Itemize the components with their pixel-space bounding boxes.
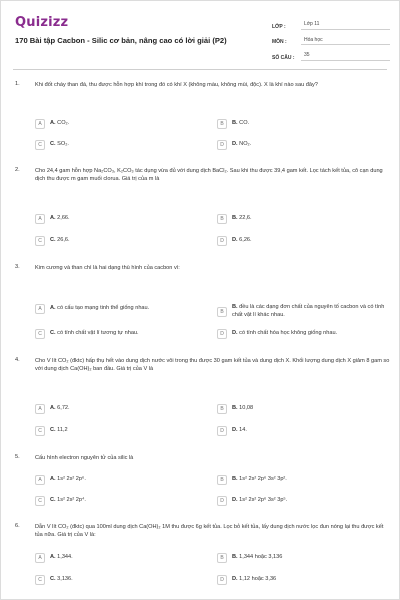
option-b[interactable] [217, 553, 282, 563]
quizizz-logo: Quizizz [15, 15, 69, 30]
option-d[interactable] [217, 140, 251, 150]
meta-label: MÔN : [272, 39, 287, 45]
option-b[interactable] [217, 304, 393, 319]
option-key: B [217, 307, 227, 317]
option-b[interactable] [217, 475, 287, 485]
option-c[interactable] [35, 575, 73, 585]
question-text: Cho V lít CO₂ (đktc) hấp thụ hết vào dung dịch nước vôi trong thu được 30 gam kết tủa và dung dịch X. Khối lượng dung dịch X giảm 8 gam so với dung dịch Ca(OH)₂ ban đầu. Giá trị của V là [35, 358, 390, 373]
option-a[interactable] [35, 475, 86, 485]
option-a[interactable] [35, 553, 73, 563]
question-text: Cho 24,4 gam hỗn hợp Na₂CO₃, K₂CO₃ tác dụng vừa đủ với dung dịch BaCl₂. Sau khi thu được 39,4 gam kết. Lọc tách kết tủa, cô cạn dung dịch thu được m gam muối clorua. Giá trị của m là [35, 168, 383, 183]
meta-row-class [272, 14, 390, 30]
option-c[interactable] [35, 140, 69, 150]
meta-label: LỚP : [272, 23, 286, 30]
option-key: C [35, 426, 45, 436]
option-c[interactable] [35, 496, 86, 506]
question-number: 4. [15, 357, 20, 363]
option-text: A. 1s² 2s² 2p⁶. [50, 476, 86, 483]
option-text: C. SO₂. [50, 141, 69, 148]
option-a[interactable] [35, 304, 149, 314]
option-text: D. NO₂. [232, 141, 252, 148]
option-key: C [35, 575, 45, 585]
option-key: B [217, 214, 227, 224]
option-key: D [217, 329, 227, 339]
option-text: B. 22,6. [232, 215, 252, 222]
option-d[interactable] [217, 575, 276, 585]
option-text: B. đều là các dạng đơn chất của nguyên tố cacbon và có tính chất vật lí khác nhau. [232, 304, 385, 318]
option-text: D. có tính chất hóa học không giống nhau. [232, 330, 338, 337]
question-text: Cấu hình electron nguyên tử của silic là [35, 455, 134, 461]
question-text: Dẫn V lít CO₂ (đktc) qua 100ml dung dịch Ca(OH)₂ 1M thu được 6g kết tủa. Lọc bỏ kết tủa, lấy dung dịch nước lọc đun nóng lại thu được kết tủa nữa. Giá trị của V là: [35, 524, 384, 539]
question-text: Kim cương và than chì là hai dạng thù hình của cacbon vì: [35, 265, 180, 271]
meta-value: 35 [301, 52, 390, 61]
option-c[interactable] [35, 426, 68, 436]
option-key: C [35, 496, 45, 506]
meta-value: Hóa học [301, 37, 390, 46]
option-key: A [35, 304, 45, 314]
option-key: D [217, 236, 227, 246]
option-b[interactable] [217, 119, 249, 129]
option-text: A. CO₂. [50, 120, 70, 127]
option-a[interactable] [35, 214, 70, 224]
option-d[interactable] [217, 329, 337, 339]
option-key: D [217, 575, 227, 585]
option-text: C. có tính chất vật lí tương tự nhau. [50, 330, 139, 337]
option-d[interactable] [217, 426, 247, 436]
option-d[interactable] [217, 496, 287, 506]
header-divider [13, 69, 387, 70]
option-key: C [35, 236, 45, 246]
meta-row-subject [272, 30, 390, 46]
option-text: A. có cấu tạo mạng tinh thể giống nhau. [50, 305, 150, 312]
option-key: D [217, 496, 227, 506]
option-text: B. CO. [232, 120, 250, 127]
question-text: Khi đốt cháy than đá, thu được hỗn hợp khí trong đó có khí X (không màu, không mùi, độc). X là khí nào sau đây? [35, 82, 318, 88]
question-number: 3. [15, 264, 20, 270]
option-text: A. 6,72. [50, 405, 70, 412]
worksheet-meta [272, 14, 390, 61]
option-text: C. 1s² 2s² 2p⁴. [50, 497, 86, 504]
option-text: D. 1,12 hoặc 3,36 [232, 576, 277, 583]
option-text: C. 3,136. [50, 576, 73, 583]
option-key: B [217, 119, 227, 129]
meta-value: Lớp 11 [301, 21, 390, 30]
option-a[interactable] [35, 119, 69, 129]
meta-label: SỐ CÂU : [272, 54, 295, 61]
option-key: B [217, 475, 227, 485]
option-key: A [35, 214, 45, 224]
option-key: A [35, 119, 45, 129]
option-text: B. 10,08 [232, 405, 254, 412]
option-key: D [217, 140, 227, 150]
option-text: D. 1s² 2s² 2p⁶ 3s² 3p⁵. [232, 497, 288, 504]
option-key: D [217, 426, 227, 436]
option-text: B. 1s² 2s² 2p⁶ 3s² 3p². [232, 476, 287, 483]
option-key: B [217, 404, 227, 414]
option-key: C [35, 329, 45, 339]
question-number: 2. [15, 167, 20, 173]
option-b[interactable] [217, 404, 253, 414]
option-text: D. 14. [232, 427, 247, 434]
question-number: 1. [15, 81, 20, 87]
option-text: B. 1,344 hoặc 3,136 [232, 554, 283, 561]
question-number: 6. [15, 523, 20, 529]
option-key: B [217, 553, 227, 563]
option-c[interactable] [35, 236, 70, 246]
option-text: A. 1,344. [50, 554, 73, 561]
option-c[interactable] [35, 329, 139, 339]
option-key: C [35, 140, 45, 150]
option-b[interactable] [217, 214, 252, 224]
option-text: C. 26,6. [50, 237, 70, 244]
option-key: A [35, 475, 45, 485]
option-text: D. 6,26. [232, 237, 252, 244]
option-text: A. 2,66. [50, 215, 70, 222]
option-a[interactable] [35, 404, 70, 414]
page-title: 170 Bài tập Cacbon - Silic cơ bản, nâng cao có lời giải (P2) [15, 36, 227, 45]
option-text: C. 11,2 [50, 427, 68, 434]
question-number: 5. [15, 454, 20, 460]
option-key: A [35, 553, 45, 563]
option-key: A [35, 404, 45, 414]
option-d[interactable] [217, 236, 252, 246]
meta-row-count [272, 45, 390, 61]
